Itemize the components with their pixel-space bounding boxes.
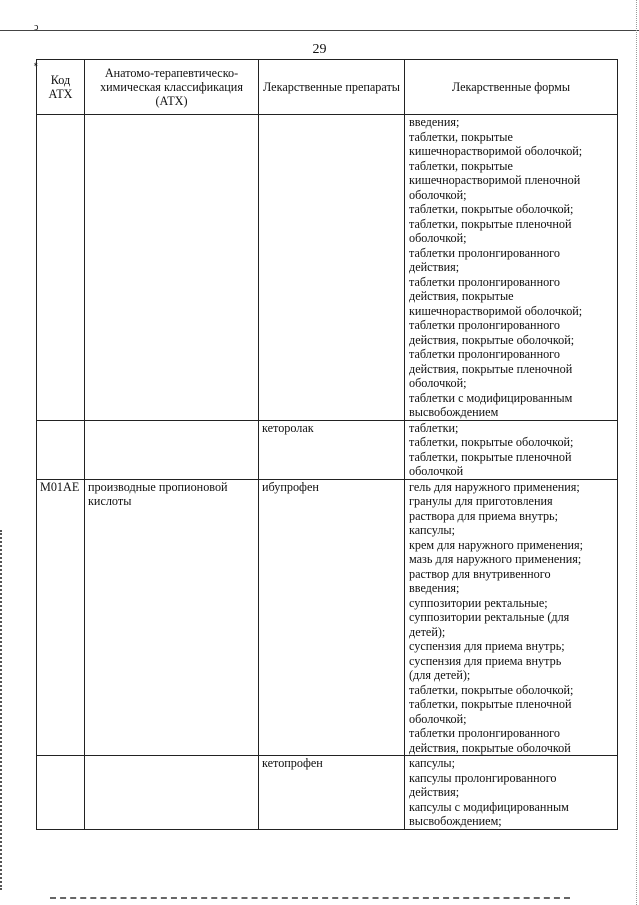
scan-mark: ↄ [34, 22, 39, 33]
form-line: оболочкой [409, 464, 464, 478]
form-line: оболочкой; [409, 711, 467, 726]
form-line: действия; [409, 785, 460, 799]
table-row [37, 420, 618, 479]
cell-code [37, 756, 85, 830]
cell-forms [405, 420, 618, 479]
top-rule [0, 30, 639, 31]
form-line: действия; [409, 260, 460, 274]
cell-classification [85, 115, 259, 421]
form-line: таблетки пролонгированного [409, 347, 560, 361]
header-code: Код АТХ [37, 60, 85, 115]
cell-forms [405, 115, 618, 421]
cell-drug: ибупрофен [259, 479, 405, 756]
form-line: кишечнорастворимой оболочкой; [409, 303, 583, 318]
form-line: суппозитории ректальные; [409, 595, 548, 610]
form-line: раствора для приема внутрь; [409, 508, 559, 523]
cell-classification [85, 420, 259, 479]
header-forms: Лекарственные формы [405, 60, 618, 115]
form-line: суспензия для приема внутрь; [409, 639, 565, 653]
bottom-rule [50, 897, 570, 899]
form-line: действия, покрытые оболочкой; [409, 332, 575, 347]
form-line: (для детей); [409, 668, 471, 682]
form-line: таблетки, покрытые пленочной [409, 697, 572, 711]
form-line: гранулы для приготовления [409, 494, 553, 508]
form-line: таблетки пролонгированного [409, 318, 560, 332]
form-line: высвобождением [409, 405, 499, 419]
table-header-row [37, 60, 618, 115]
form-line: кишечнорастворимой оболочкой; [409, 144, 583, 158]
form-line: таблетки, покрытые [409, 158, 513, 173]
form-line: таблетки пролонгированного [409, 726, 560, 740]
form-line: гель для наружного применения; [409, 479, 580, 494]
form-line: действия, покрытые оболочкой [409, 740, 571, 755]
cell-drug: кетопрофен [259, 756, 405, 830]
form-line: капсулы пролонгированного [409, 770, 557, 785]
header-drugs: Лекарственные препараты [259, 60, 405, 115]
cell-classification: производные пропионовой кислоты [85, 479, 259, 756]
cell-code [37, 115, 85, 421]
form-line: оболочкой; [409, 231, 467, 245]
table-row [37, 479, 618, 756]
form-line: действия, покрытые пленочной [409, 361, 573, 376]
form-line: детей); [409, 624, 446, 639]
form-line: таблетки, покрытые пленочной [409, 216, 572, 231]
form-line: капсулы; [409, 756, 455, 770]
form-line: суспензия для приема внутрь [409, 653, 562, 668]
header-classification: Анатомо-терапевтическо-химическая классификация (АТХ) [85, 60, 259, 115]
form-line: оболочкой; [409, 376, 467, 390]
form-line: капсулы; [409, 523, 455, 537]
form-line: таблетки, покрытые пленочной [409, 449, 572, 464]
form-line: крем для наружного применения; [409, 537, 584, 552]
cell-forms [405, 479, 618, 756]
cell-drug [259, 115, 405, 421]
form-line: раствор для внутривенного [409, 566, 551, 581]
form-line: высвобождением; [409, 814, 502, 828]
cell-code [37, 420, 85, 479]
drug-table [36, 59, 618, 830]
table-row [37, 756, 618, 830]
form-line: таблетки, покрытые оболочкой; [409, 682, 574, 697]
corner-mark: ∗ [33, 60, 39, 69]
form-line: таблетки; [409, 420, 459, 435]
table-row [37, 115, 618, 421]
cell-classification [85, 756, 259, 830]
form-line: капсулы с модифицированным [409, 799, 569, 814]
form-line: введения; [409, 115, 460, 129]
form-line: суппозитории ректальные (для [409, 610, 570, 624]
form-line: таблетки, покрытые [409, 129, 513, 144]
form-line: таблетки, покрытые оболочкой; [409, 202, 574, 216]
cell-drug: кеторолак [259, 420, 405, 479]
cell-code: M01AE [37, 479, 85, 756]
form-line: кишечнорастворимой пленочной [409, 173, 581, 187]
form-line: таблетки с модифицированным [409, 390, 573, 405]
page-number: 29 [312, 42, 327, 57]
form-line: таблетки пролонгированного [409, 245, 560, 260]
form-line: введения; [409, 581, 460, 595]
form-line: оболочкой; [409, 187, 467, 202]
cell-forms [405, 756, 618, 830]
form-line: мазь для наружного применения; [409, 552, 582, 566]
form-line: действия, покрытые [409, 289, 514, 303]
form-line: таблетки, покрытые оболочкой; [409, 435, 574, 449]
scan-edge-left [0, 530, 5, 890]
form-line: таблетки пролонгированного [409, 274, 560, 289]
scan-edge-right [634, 0, 637, 905]
